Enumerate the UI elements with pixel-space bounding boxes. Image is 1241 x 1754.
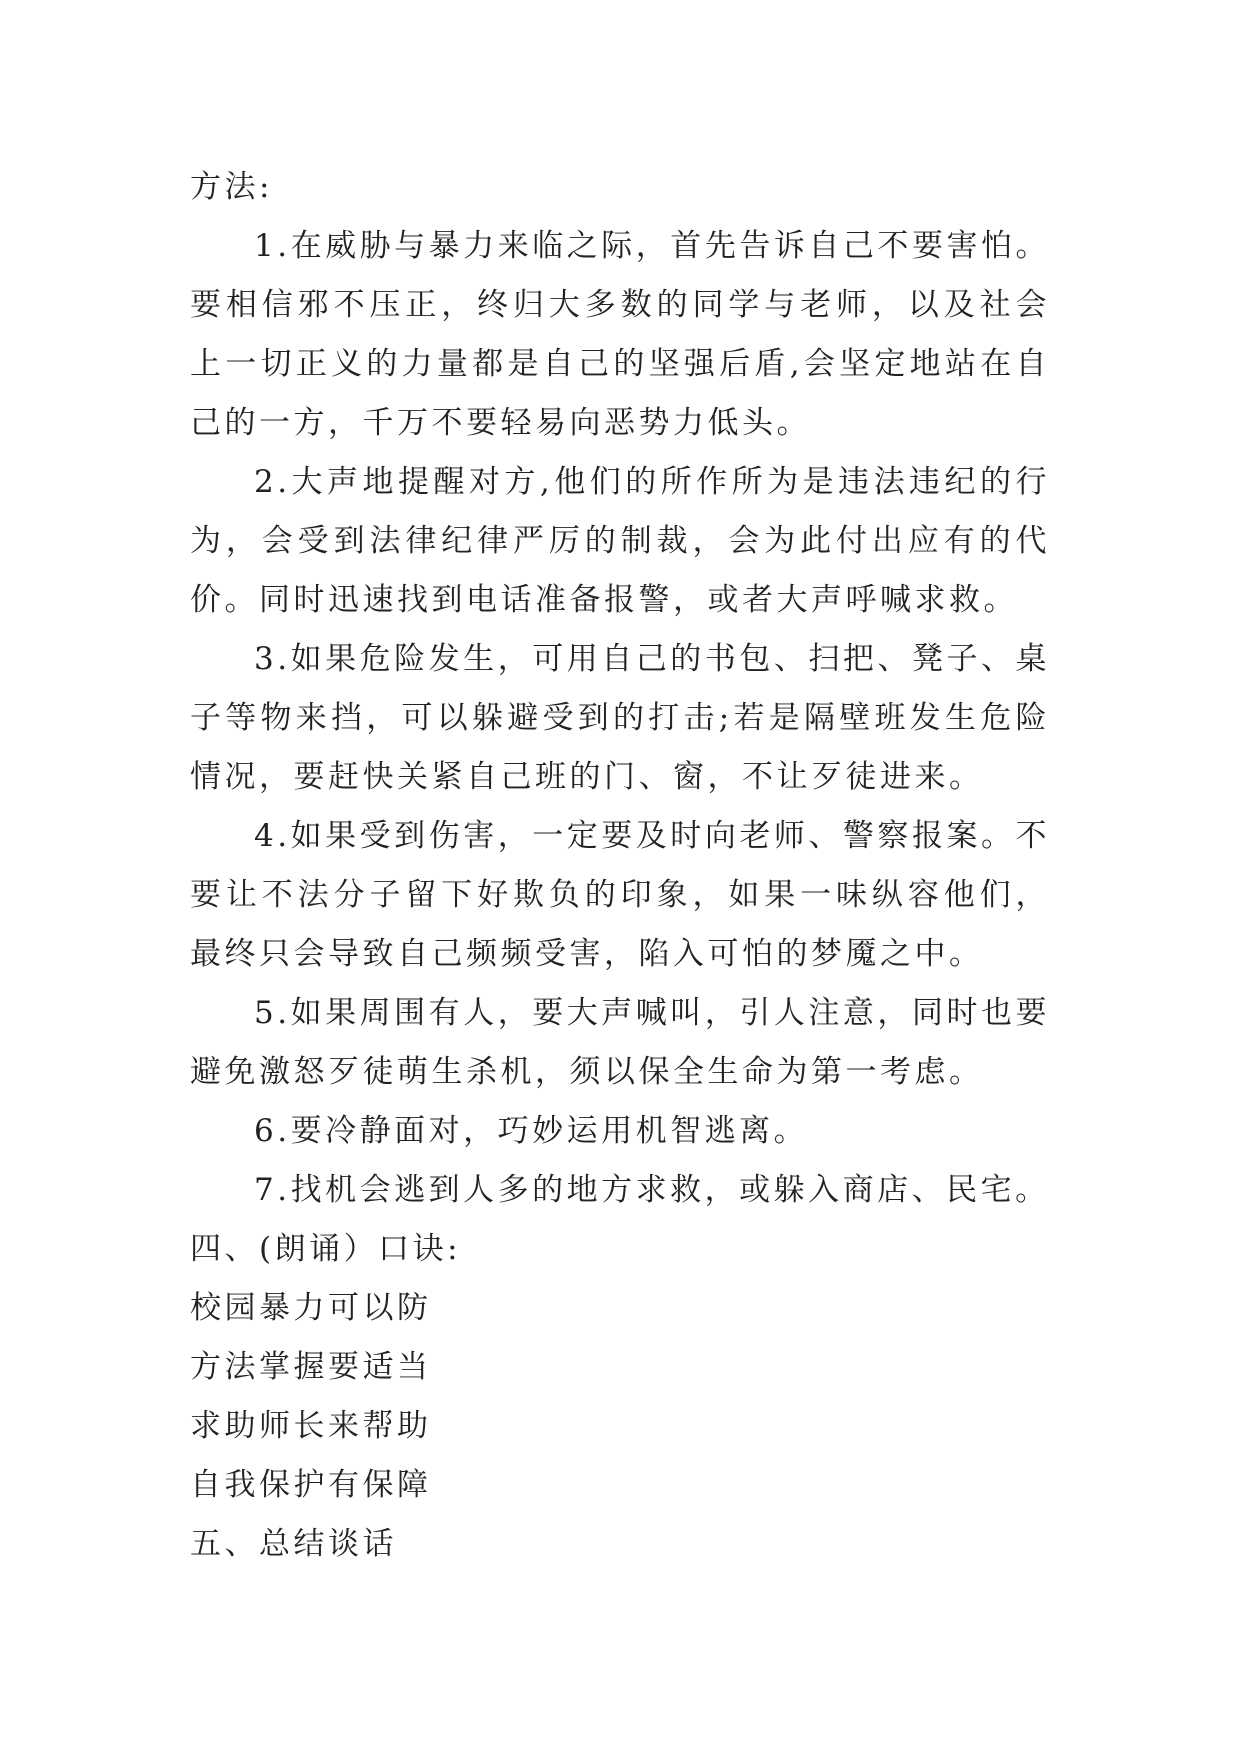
rhyme-line-2: 方法掌握要适当 [190,1349,432,1385]
method-item-1: 1.在威胁与暴力来临之际，首先告诉自己不要害怕。要相信邪不压正，终归大多数的同学与老师，以及社会上一切正义的力量都是自己的坚强后盾,会坚定地站在自己的一方，千万不要轻易向恶势力低头。 [190,228,1050,441]
document-body [190,158,1050,1574]
method-item-3: 3.如果危险发生，可用自己的书包、扫把、凳子、桌子等物来挡，可以躲避受到的打击;若是隔壁班发生危险情况，要赶快关紧自己班的门、窗，不让歹徒进来。 [190,641,1050,795]
section-five-title: 五、总结谈话 [190,1526,397,1562]
method-item-5: 5.如果周围有人，要大声喊叫，引人注意，同时也要避免激怒歹徒萌生杀机，须以保全生命为第一考虑。 [190,995,1050,1090]
methods-heading: 方法: [190,169,273,205]
rhyme-line-4: 自我保护有保障 [190,1467,432,1503]
method-item-2: 2.大声地提醒对方,他们的所作所为是违法违纪的行为，会受到法律纪律严厉的制裁，会为此付出应有的代价。同时迅速找到电话准备报警，或者大声呼喊求救。 [190,464,1050,618]
section-four-title: 四、(朗诵）口诀: [190,1231,462,1267]
method-item-6: 6.要冷静面对，巧妙运用机智逃离。 [254,1113,809,1149]
method-item-4: 4.如果受到伤害，一定要及时向老师、警察报案。不要让不法分子留下好欺负的印象，如果一味纵容他们，最终只会导致自己频频受害，陷入可怕的梦魇之中。 [190,818,1050,972]
rhyme-line-1: 校园暴力可以防 [190,1290,432,1326]
rhyme-line-3: 求助师长来帮助 [190,1408,432,1444]
method-item-7: 7.找机会逃到人多的地方求救，或躲入商店、民宅。 [254,1172,1050,1208]
